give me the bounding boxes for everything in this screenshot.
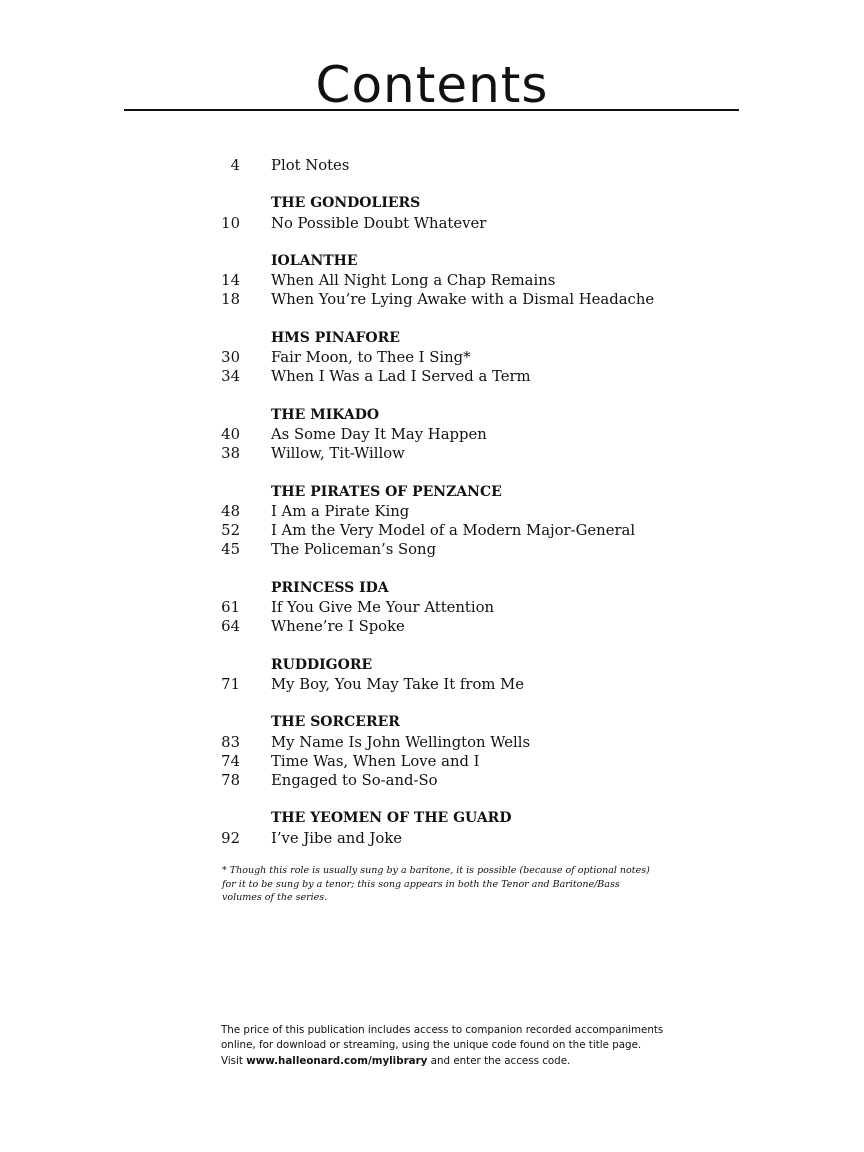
toc-page-number: 18 (221, 291, 240, 309)
toc-page-number: 40 (221, 425, 240, 443)
toc-entry-title: When I Was a Lad I Served a Term (271, 368, 531, 386)
toc-entry-title: When You’re Lying Awake with a Dismal Headache (271, 291, 655, 309)
toc-entry-title: Engaged to So-and-So (271, 772, 438, 790)
toc-entry-title: My Boy, You May Take It from Me (271, 675, 525, 693)
footnote-line: * Though this role is usually sung by a baritone, it is possible (because of optional notes) (222, 865, 650, 876)
toc-page-number: 78 (221, 772, 240, 790)
toc-entry-title: If You Give Me Your Attention (271, 599, 495, 617)
toc-entry (218, 598, 778, 617)
toc-entry (218, 290, 778, 309)
toc-entry (218, 444, 778, 463)
toc-entry-title: I Am a Pirate King (271, 502, 410, 520)
toc-section-heading: RUDDIGORE (271, 656, 373, 673)
access-note (221, 1023, 681, 1069)
toc-section-heading: HMS PINAFORE (271, 329, 400, 346)
access-note-suffix: and enter the access code. (427, 1054, 571, 1067)
toc-section-heading: THE MIKADO (271, 406, 380, 423)
toc-entry (218, 271, 778, 290)
toc-page-number: 4 (230, 157, 240, 174)
toc-page-number: 30 (221, 349, 240, 367)
toc-section-heading: IOLANTHE (271, 252, 358, 269)
toc-page-number: 92 (221, 829, 240, 847)
toc-entry (218, 752, 778, 771)
footnote-line: volumes of the series. (222, 892, 328, 903)
toc-entry (218, 829, 778, 848)
toc-page-number: 52 (221, 522, 240, 540)
access-note-prefix: Visit (221, 1054, 247, 1067)
toc-entry (218, 771, 778, 790)
toc-page-number: 14 (221, 272, 240, 290)
access-note-line: The price of this publication includes access to companion recorded accompaniments (221, 1024, 664, 1036)
toc-page-number: 45 (221, 541, 240, 559)
toc-sections (218, 194, 778, 848)
toc-page-number: 10 (221, 214, 240, 232)
toc-section-heading: PRINCESS IDA (271, 579, 389, 596)
toc-entry-title: When All Night Long a Chap Remains (271, 272, 556, 290)
toc-entry-title: I Am the Very Model of a Modern Major-General (271, 522, 636, 540)
toc-entry (218, 156, 778, 175)
toc-entry-title: Time Was, When Love and I (271, 752, 480, 770)
table-of-contents (218, 156, 778, 848)
toc-entry-title: Whene’re I Spoke (271, 618, 405, 636)
toc-entry (218, 617, 778, 636)
toc-entry (218, 540, 778, 559)
toc-page-number: 48 (221, 502, 240, 520)
mylibrary-link[interactable]: www.halleonard.com/mylibrary (246, 1054, 428, 1067)
toc-section-heading: THE GONDOLIERS (271, 195, 421, 212)
toc-entry (218, 502, 778, 521)
toc-entry (218, 214, 778, 233)
toc-entry-title: I’ve Jibe and Joke (271, 829, 403, 847)
toc-entry-title: No Possible Doubt Whatever (271, 214, 487, 232)
footnote (222, 864, 652, 905)
toc-entry-title: The Policeman’s Song (271, 541, 437, 559)
toc-entry-title: As Some Day It May Happen (271, 425, 487, 443)
toc-section-heading: THE SORCERER (271, 714, 400, 731)
toc-page-number: 83 (221, 733, 240, 751)
toc-page-number: 64 (221, 618, 240, 636)
toc-page-number: 61 (221, 599, 240, 617)
toc-entry (218, 425, 778, 444)
toc-page-number: 74 (221, 752, 240, 770)
toc-entry (218, 367, 778, 386)
toc-page-number: 71 (221, 675, 240, 693)
toc-entry (218, 675, 778, 694)
page-title: Contents (315, 56, 549, 114)
toc-section-heading: THE YEOMEN OF THE GUARD (271, 810, 512, 827)
toc-entry (218, 348, 778, 367)
toc-entry-title: Fair Moon, to Thee I Sing* (271, 349, 471, 367)
toc-page-number: 38 (221, 445, 240, 463)
access-note-line: online, for download or streaming, using the unique code found on the title page. (221, 1039, 642, 1052)
title-rule (124, 109, 739, 111)
access-note-line (221, 1054, 681, 1069)
toc-entry-title: Willow, Tit-Willow (271, 445, 405, 463)
toc-page-number: 34 (221, 368, 240, 386)
toc-entry (218, 733, 778, 752)
toc-entry-title: My Name Is John Wellington Wells (271, 733, 531, 751)
toc-section-heading: THE PIRATES OF PENZANCE (271, 483, 502, 500)
toc-entry-title: Plot Notes (271, 157, 350, 174)
toc-entry (218, 521, 778, 540)
footnote-line: for it to be sung by a tenor; this song appears in both the Tenor and Baritone/Bass (222, 878, 620, 890)
